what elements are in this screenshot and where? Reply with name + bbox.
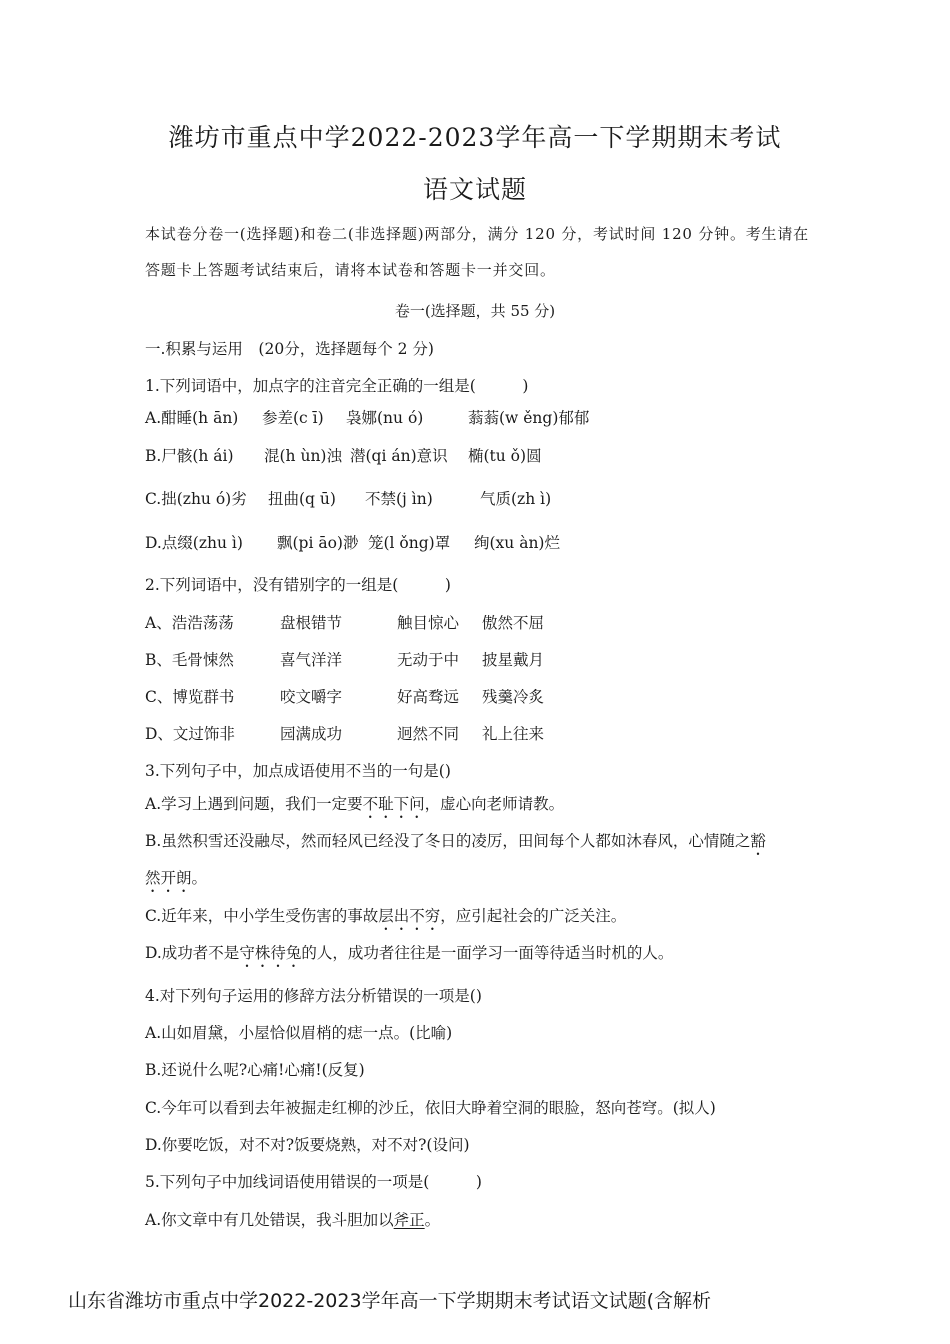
q3-b-post: 。 — [191, 869, 208, 887]
q3-d-pre: D.成功者不是 — [145, 944, 240, 962]
q1-option-b1: B.尸骸(h ái) — [145, 447, 234, 465]
q1-option-c2: 扭曲(q ū) — [268, 490, 336, 508]
q2-option-b2: 喜气洋洋 — [280, 651, 343, 669]
q3-d-idiom: 守株待兔 — [239, 944, 302, 962]
q3-b-idiom-part1: 豁 — [750, 832, 766, 850]
q1-option-a4: 蓊蓊(w ěng)郁郁 — [468, 409, 590, 427]
exam-title: 潍坊市重点中学2022-2023学年高一下学期期末考试 — [168, 123, 782, 152]
q3-option-c — [145, 904, 626, 934]
q2-option-d4: 礼上往来 — [482, 725, 545, 743]
q2-option-c3: 好高骛远 — [397, 688, 460, 706]
q1-option-d2: 飘(pi āo)渺 — [277, 534, 359, 552]
q3-c-pre: C.近年来，中小学生受伤害的事故 — [145, 907, 379, 925]
q2-option-d2: 园满成功 — [280, 725, 343, 743]
q2-option-a3: 触目惊心 — [397, 614, 460, 632]
q3-stem: 3.下列句子中，加点成语使用不当的一句是() — [145, 762, 451, 780]
q1-option-b4: 椭(tu ǒ)圆 — [468, 447, 542, 465]
q1-stem: 1.下列词语中，加点字的注音完全正确的一组是( ) — [145, 377, 529, 395]
q4-option-b: B.还说什么呢?心痛!心痛!(反复) — [145, 1061, 365, 1079]
q4-option-c: C.今年可以看到去年被掘走红柳的沙丘，依旧大睁着空洞的眼脸，怒向苍穹。(拟人) — [145, 1099, 716, 1117]
q1-option-c3: 不禁(j ìn) — [365, 490, 433, 508]
q5-a-underlined: 斧正 — [393, 1211, 425, 1229]
q3-a-idiom: 不耻下问 — [362, 795, 425, 813]
q4-stem: 4.对下列句子运用的修辞方法分析错误的一项是() — [145, 987, 482, 1005]
q1-option-a2: 参差(c ī) — [262, 409, 324, 427]
q2-option-d1: D、文过饰非 — [145, 725, 235, 743]
q3-option-b-cont — [145, 866, 207, 896]
q2-option-a1: A、浩浩荡荡 — [145, 614, 234, 632]
q3-option-b — [145, 829, 766, 859]
q1-option-d3: 笼(l ǒng)罩 — [368, 534, 451, 552]
q4-option-a: A.山如眉黛，小屋恰似眉梢的痣一点。(比喻) — [145, 1024, 453, 1042]
q1-option-d4: 绚(xu àn)烂 — [474, 534, 560, 552]
q2-option-a2: 盘根错节 — [280, 614, 343, 632]
q5-a-post: 。 — [424, 1211, 441, 1229]
q2-option-d3: 迥然不同 — [397, 725, 460, 743]
q3-b-idiom-part2: 然开朗 — [145, 869, 192, 887]
volume-heading: 卷一(选择题，共 55 分) — [394, 302, 556, 320]
q1-option-c4: 气质(zh ì) — [480, 490, 552, 508]
section-heading: 一.积累与运用 (20分，选择题每个 2 分) — [145, 340, 434, 358]
q3-a-pre: A.学习上遇到问题，我们一定要 — [145, 795, 363, 813]
q2-option-c4: 残羹冷炙 — [482, 688, 545, 706]
q2-option-b4: 披星戴月 — [482, 651, 545, 669]
q3-d-post: 的人，成功者往往是一面学习一面等待适当时机的人。 — [301, 944, 674, 962]
q3-c-post: ，应引起社会的广泛关注。 — [440, 907, 627, 925]
q1-option-c1: C.拙(zhu ó)劣 — [145, 490, 247, 508]
q5-option-a — [145, 1208, 440, 1230]
q1-option-a3: 袅娜(nu ó) — [346, 409, 424, 427]
q1-option-d1: D.点缀(zhu ì) — [145, 534, 243, 552]
q5-a-pre: A.你文章中有几处错误，我斗胆加以 — [145, 1211, 394, 1229]
q2-stem: 2.下列词语中，没有错别字的一组是( ) — [145, 576, 451, 594]
q2-option-c2: 咬文嚼字 — [280, 688, 343, 706]
q1-option-b2: 混(h ùn)浊 — [264, 447, 342, 465]
document-footer-title: 山东省潍坊市重点中学2022-2023学年高一下学期期末考试语文试题(含解析 — [68, 1290, 711, 1312]
q3-c-idiom: 层出不穷 — [378, 907, 441, 925]
q5-stem: 5.下列句子中加线词语使用错误的一项是( ) — [145, 1173, 482, 1191]
q3-b-pre: B.虽然积雪还没融尽，然而轻风已经没了冬日的凌厉，田间每个人都如沐春风，心情随之 — [145, 832, 751, 850]
q3-a-post: ，虚心向老师请教。 — [424, 795, 565, 813]
q4-option-d: D.你要吃饭，对不对?饭要烧熟，对不对?(设问) — [145, 1136, 470, 1154]
q1-option-b3: 潜(qi án)意识 — [350, 447, 448, 465]
exam-subtitle: 语文试题 — [422, 175, 527, 204]
q3-option-a — [145, 792, 564, 822]
q3-option-d — [145, 941, 673, 971]
intro-paragraph: 本试卷分卷一(选择题)和卷二(非选择题)两部分，满分 120 分，考试时间 120 分钟。考生请在答题卡上答题考试结束后，请将本试卷和答题卡一并交回。 — [145, 225, 809, 279]
q2-option-c1: C、博览群书 — [145, 688, 235, 706]
q1-option-a1: A.酣睡(h ān) — [145, 409, 239, 427]
q2-option-a4: 傲然不屈 — [482, 614, 545, 632]
q2-option-b1: B、毛骨悚然 — [145, 651, 234, 669]
q2-option-b3: 无动于中 — [397, 651, 460, 669]
